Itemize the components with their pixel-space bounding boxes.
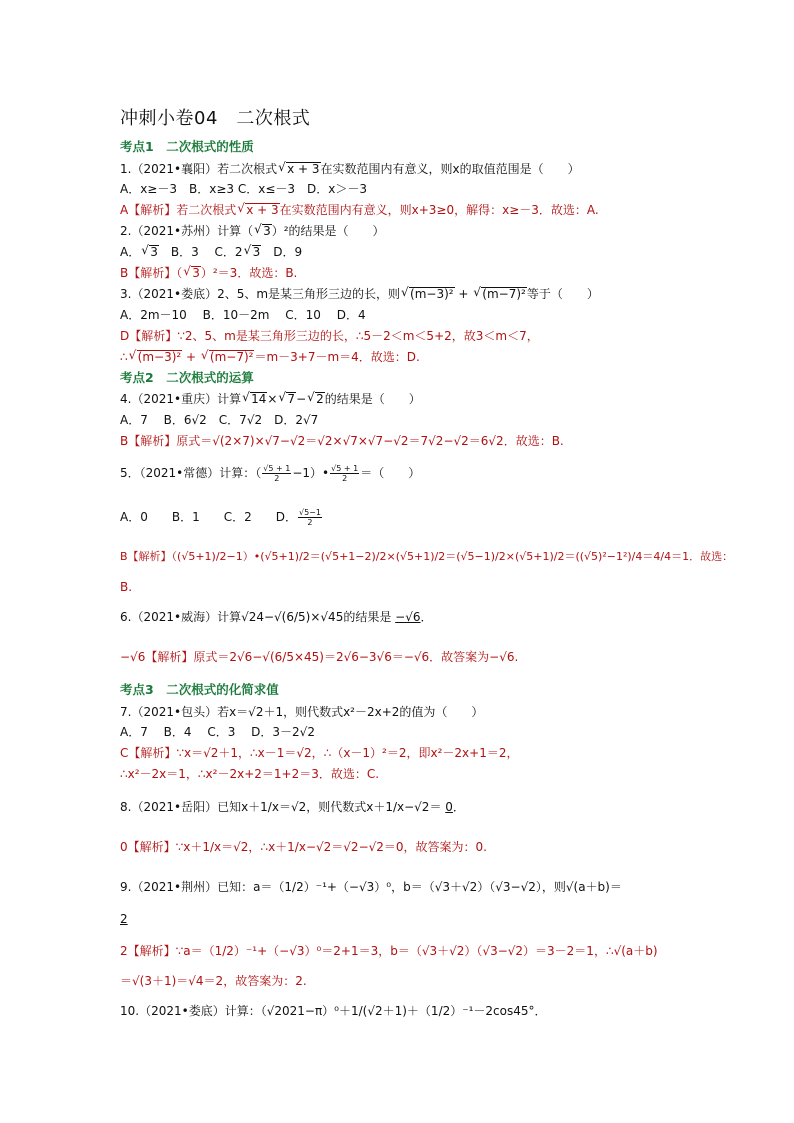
q5-fraction-2 xyxy=(330,464,359,483)
q3-answer-radical-1: √ (m−3)² xyxy=(137,350,183,363)
q9-answer-line1: 2【解析】∵a＝（1/2）⁻¹+（−√3）⁰＝2+1＝3，b＝（√3＋√2）（√3−√2）＝3－2＝1，∴√(a＋b) xyxy=(120,944,658,958)
q4-radical-3: √ 2 xyxy=(315,392,325,405)
q5-answer-line2: B. xyxy=(120,580,133,594)
q9-answer-line2: ＝√(3＋1)＝√4＝2，故答案为：2. xyxy=(120,974,307,988)
q1-stem-b: 在实数范围内有意义，则x的取值范围是（ ） xyxy=(320,162,580,176)
q5-stem-c: ＝（ ） xyxy=(360,466,421,480)
q4-stem xyxy=(120,392,421,406)
q3-stem-b: 等于（ ） xyxy=(526,287,599,301)
q6-stem-text: 6.（2021•威海）计算√24−√(6/5)×√45的结果是 xyxy=(120,610,392,624)
q6-answer-blank: −√6 xyxy=(395,610,421,624)
q2-opt-b: B．3 C．2 xyxy=(158,245,243,259)
q4-minus: − xyxy=(296,392,307,406)
q4-times: × xyxy=(267,392,278,406)
q4-stem-b: 的结果是（ ） xyxy=(324,392,421,406)
q2-stem-a: 2.（2021•苏州）计算（ xyxy=(120,224,254,238)
q4-radical-2: √ 7 xyxy=(286,392,296,405)
q2-options xyxy=(120,245,302,259)
q1-stem xyxy=(120,162,580,176)
q2-opt-d: D．9 xyxy=(261,245,303,259)
q3-stem-a: 3.（2021•娄底）2、5、m是某三角形三边的长，则 xyxy=(120,287,401,301)
q1-answer-b: 在实数范围内有意义，则x+3≥0，解得：x≥－3．故选：A. xyxy=(279,203,599,217)
q7-stem: 7.（2021•包头）若x＝√2＋1，则代数式x²－2x+2的值为（ ） xyxy=(120,705,484,719)
q5-fraction-2-den: 2 xyxy=(342,474,348,483)
section-heading-3: 考点3 二次根式的化简求值 xyxy=(120,682,279,697)
q6-answer: −√6【解析】原式＝2√6−√(6/5×45)＝2√6−3√6＝−√6．故答案为−√6. xyxy=(120,650,519,664)
q4-radical-1: √ 14 xyxy=(250,392,267,405)
q2-opt-c-radical: √ 3 xyxy=(252,245,262,258)
q1-radical: √ x + 3 xyxy=(286,162,320,175)
q5-answer-line1: B【解析】（(√5+1)/2−1）•(√5+1)/2＝(√5+1−2)/2×(√5+1)/2＝(√5−1)/2×(√5+1)/2＝((√5)²−1²)/4＝4/4＝1．故选： xyxy=(120,550,734,563)
q3-answer-radical-2: √ (m−7)² xyxy=(209,350,255,363)
q1-answer xyxy=(120,203,599,217)
q2-answer-b: ）²＝3．故选：B. xyxy=(200,266,298,280)
q3-stem xyxy=(120,287,599,301)
section-heading-1: 考点1 二次根式的性质 xyxy=(120,139,254,154)
q4-answer: B【解析】原式＝√(2×7)×√7−√2＝√2×√7×√7−√2＝7√2−√2＝6√2．故选：B. xyxy=(120,434,564,448)
q7-answer-line2: ∴x²－2x＝1，∴x²－2x+2＝1+2＝3．故选：C. xyxy=(120,767,380,781)
q5-fraction-3 xyxy=(298,508,322,527)
q2-opt-a: A． xyxy=(120,245,141,259)
q5-fraction-2-num: √5 + 1 xyxy=(331,464,359,473)
q5-stem-a: 5．（2021•常德）计算：（ xyxy=(120,466,262,480)
q10-stem: 10.（2021•娄底）计算：（√2021−π）⁰＋1/(√2＋1)＋（1/2）⁻¹－2cos45°． xyxy=(120,1004,547,1018)
q7-options: A．7 B．4 C．3 D．3－2√2 xyxy=(120,725,315,739)
q3-answer-line1: D【解析】∵2、5、m是某三角形三边的长，∴5－2＜m＜5+2，故3＜m＜7， xyxy=(120,329,539,343)
q5-options-text: A．0 B．1 C．2 D． xyxy=(120,510,297,524)
page-title: 冲刺小卷04 二次根式 xyxy=(120,108,311,129)
q5-fraction-3-num: √5−1 xyxy=(298,508,321,517)
q3-answer-b: ＝m－3+7－m＝4．故选：D. xyxy=(254,350,420,364)
q3-answer-line2 xyxy=(120,350,420,364)
q5-options xyxy=(120,508,323,527)
q8-stem-text: 8.（2021•岳阳）已知x＋1/x＝√2，则代数式x＋1/x−√2＝ xyxy=(120,800,442,814)
q3-plus: + xyxy=(454,287,473,301)
q9-stem: 9.（2021•荆州）已知：a＝（1/2）⁻¹+（−√3）⁰，b＝（√3＋√2）（√3−√2），则√(a＋b)＝ xyxy=(120,880,622,894)
q1-options: A．x≥－3 B．x≥3 C．x≤－3 D．x＞－3 xyxy=(120,182,367,196)
q8-answer-blank: 0 xyxy=(445,800,453,814)
q2-stem-b: ）²的结果是（ ） xyxy=(271,224,385,238)
section-heading-2: 考点2 二次根式的运算 xyxy=(120,370,254,385)
q2-answer-radical: √ 3 xyxy=(191,266,201,279)
q8-answer: 0【解析】∵x＋1/x＝√2，∴x＋1/x−√2＝√2−√2＝0，故答案为：0. xyxy=(120,840,487,854)
q6-stem: 6.（2021•威海）计算√24−√(6/5)×√45的结果是 −√6． xyxy=(120,610,433,624)
q5-fraction-1-den: 2 xyxy=(274,474,280,483)
q3-answer-prefix: ∴ xyxy=(120,350,128,364)
q3-options: A．2m－10 B．10－2m C．10 D．4 xyxy=(120,308,366,322)
q2-stem xyxy=(120,224,385,238)
q2-answer-a: B【解析】（ xyxy=(120,266,183,280)
q8-stem: 8.（2021•岳阳）已知x＋1/x＝√2，则代数式x＋1/x−√2＝ 0． xyxy=(120,800,465,814)
q1-stem-a: 1.（2021•襄阳）若二次根式 xyxy=(120,162,278,176)
q7-answer-line1: C【解析】∵x＝√2＋1，∴x－1＝√2，∴（x－1）²＝2，即x²－2x+1＝2， xyxy=(120,746,519,760)
q2-answer xyxy=(120,266,297,280)
q3-radical-1: √ (m−3)² xyxy=(409,287,455,300)
q9-answer-blank: 2 xyxy=(120,912,128,926)
q3-radical-2: √ (m−7)² xyxy=(481,287,527,300)
q2-opt-a-radical: √ 3 xyxy=(149,245,159,258)
q4-stem-a: 4.（2021•重庆）计算 xyxy=(120,392,242,406)
q5-fraction-1-num: √5 + 1 xyxy=(263,464,291,473)
q1-answer-radical: √ x + 3 xyxy=(245,203,279,216)
q5-stem xyxy=(120,464,420,483)
q3-answer-plus: + xyxy=(182,350,200,364)
q5-fraction-1 xyxy=(262,464,291,483)
q5-fraction-3-den: 2 xyxy=(307,518,313,527)
q1-answer-a: A【解析】若二次根式 xyxy=(120,203,237,217)
q5-stem-b: −1）• xyxy=(292,466,330,480)
q2-radical: √ 3 xyxy=(262,224,272,237)
q4-options: A．7 B．6√2 C．7√2 D．2√7 xyxy=(120,413,319,427)
